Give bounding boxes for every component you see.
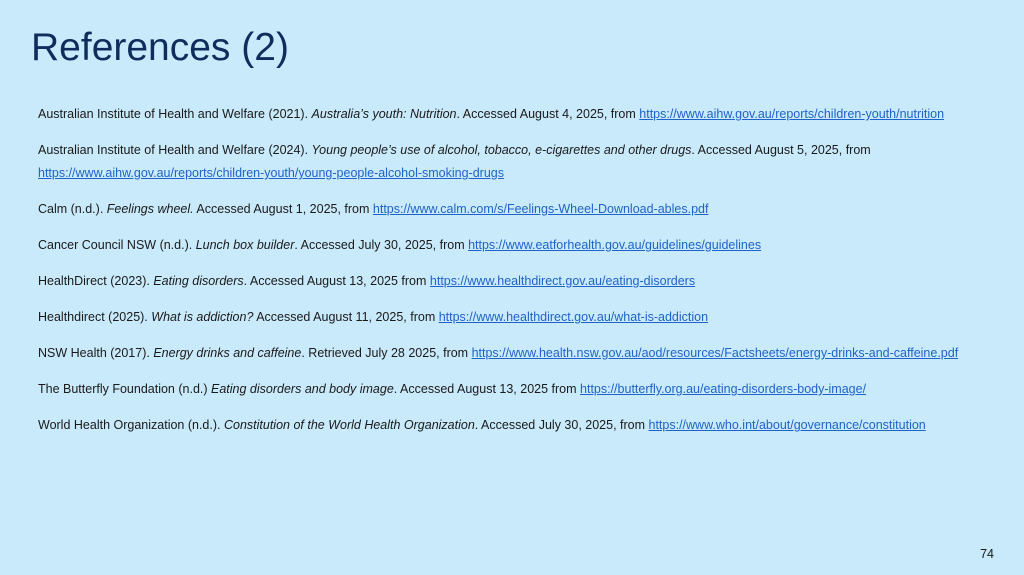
reference-title: Eating disorders and body image bbox=[211, 382, 394, 396]
reference-author: Australian Institute of Health and Welfare (2024). bbox=[38, 143, 312, 157]
slide-title: References (2) bbox=[31, 26, 289, 69]
reference-link[interactable]: https://butterfly.org.au/eating-disorders-body-image/ bbox=[580, 382, 867, 396]
reference-link[interactable]: https://www.health.nsw.gov.au/aod/resources/Factsheets/energy-drinks-and-caffeine.pdf bbox=[471, 346, 959, 360]
reference-item bbox=[38, 139, 998, 185]
reference-access: . Accessed July 30, 2025, from bbox=[474, 418, 649, 432]
reference-author: NSW Health (2017). bbox=[38, 346, 154, 360]
reference-title: Australia’s youth: Nutrition bbox=[311, 107, 457, 121]
reference-item bbox=[38, 198, 998, 221]
reference-item bbox=[38, 306, 998, 329]
reference-author: HealthDirect (2023). bbox=[38, 274, 154, 288]
reference-link[interactable]: https://www.calm.com/s/Feelings-Wheel-Download-ables.pdf bbox=[372, 202, 709, 216]
reference-access: Accessed August 11, 2025, from bbox=[253, 310, 439, 324]
reference-title: Eating disorders bbox=[153, 274, 244, 288]
reference-access: . Accessed July 30, 2025, from bbox=[294, 238, 469, 252]
reference-access: . Accessed August 5, 2025, from bbox=[691, 143, 871, 157]
reference-title: Feelings wheel. bbox=[106, 202, 194, 216]
page-number: 74 bbox=[980, 547, 994, 561]
reference-author: Calm (n.d.). bbox=[38, 202, 107, 216]
reference-title: Constitution of the World Health Organization bbox=[223, 418, 475, 432]
reference-access: . Accessed August 4, 2025, from bbox=[456, 107, 640, 121]
reference-author: Cancer Council NSW (n.d.). bbox=[38, 238, 196, 252]
reference-item bbox=[38, 342, 998, 365]
reference-author: Australian Institute of Health and Welfare (2021). bbox=[38, 107, 312, 121]
reference-access: . Accessed August 13, 2025 from bbox=[243, 274, 430, 288]
reference-title: Young people’s use of alcohol, tobacco, e-cigarettes and other drugs bbox=[311, 143, 692, 157]
reference-title: Lunch box builder bbox=[195, 238, 295, 252]
reference-item bbox=[38, 103, 998, 126]
reference-title: Energy drinks and caffeine bbox=[153, 346, 302, 360]
reference-link[interactable]: https://www.healthdirect.gov.au/what-is-addiction bbox=[438, 310, 709, 324]
reference-link[interactable]: https://www.who.int/about/governance/constitution bbox=[648, 418, 926, 432]
reference-link[interactable]: https://www.eatforhealth.gov.au/guidelines/guidelines bbox=[468, 238, 762, 252]
reference-access: . Retrieved July 28 2025, from bbox=[301, 346, 472, 360]
reference-access: . Accessed August 13, 2025 from bbox=[393, 382, 581, 396]
reference-link[interactable]: https://www.aihw.gov.au/reports/children-youth/nutrition bbox=[639, 107, 945, 121]
reference-link[interactable]: https://www.healthdirect.gov.au/eating-disorders bbox=[429, 274, 696, 288]
reference-link[interactable]: https://www.aihw.gov.au/reports/children-youth/young-people-alcohol-smoking-drugs bbox=[38, 166, 504, 180]
reference-author: World Health Organization (n.d.). bbox=[38, 418, 224, 432]
reference-access: Accessed August 1, 2025, from bbox=[193, 202, 373, 216]
reference-item bbox=[38, 234, 998, 257]
reference-author: The Butterfly Foundation (n.d.) bbox=[38, 382, 212, 396]
reference-author: Healthdirect (2025). bbox=[38, 310, 152, 324]
reference-item bbox=[38, 414, 998, 437]
reference-list bbox=[38, 103, 998, 450]
reference-title: What is addiction? bbox=[151, 310, 254, 324]
reference-item bbox=[38, 270, 998, 293]
reference-item bbox=[38, 378, 998, 401]
